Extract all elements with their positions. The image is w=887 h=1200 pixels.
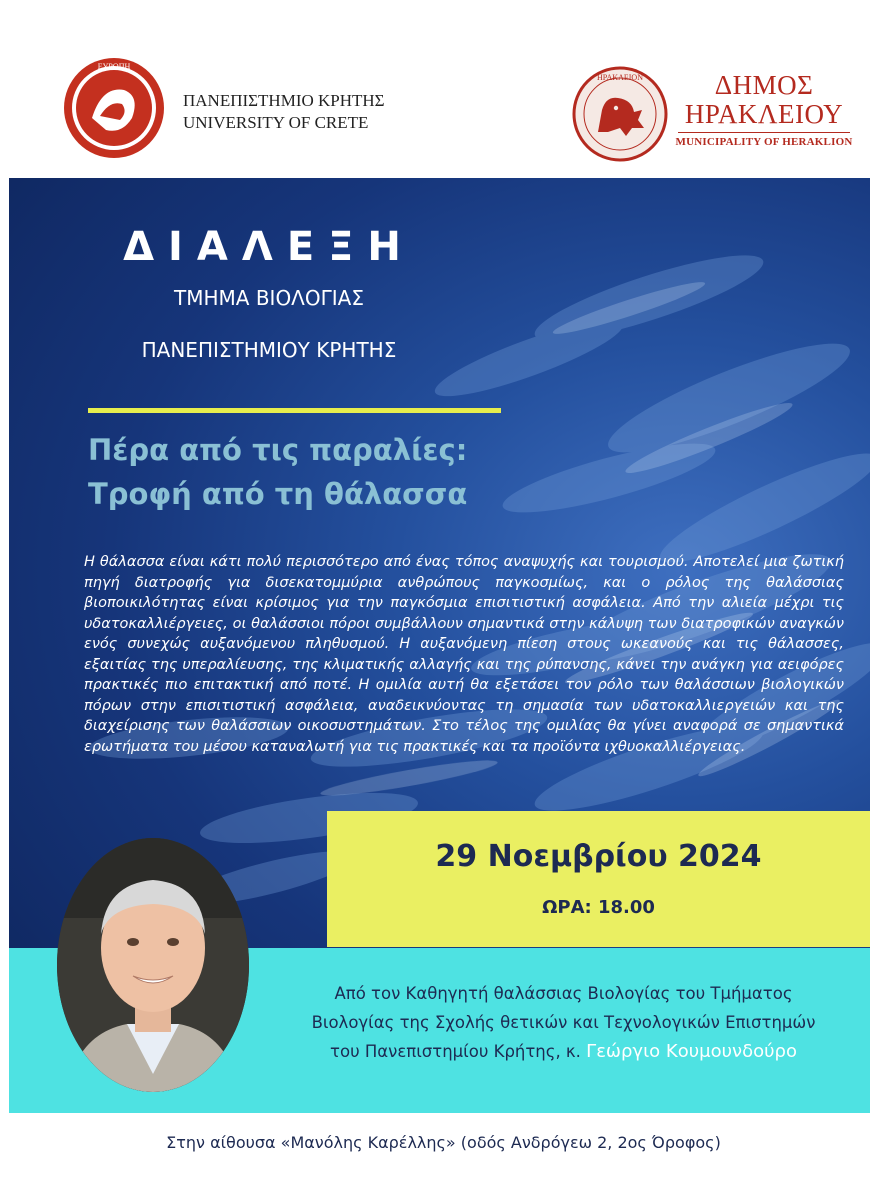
university-name-english: UNIVERSITY OF CRETE [183, 113, 369, 132]
seal-lettering: ΕΥΡΩΠΗ [97, 62, 131, 71]
lecture-description: Η θάλασσα είναι κάτι πολύ περισσότερο από ένας τόπος αναψυχής και τουρισμού. Αποτελεί μια ζωτική πηγή διατροφής για δισεκατομμύρια ανθρώπους παγκοσμίως, και ο ρόλος της θαλάσσιας βιοποικιλότητας είναι κρίσιμος για την παγκόσμια επισιτιστική ασφάλεια. Από την αλιεία μέχρι τις υδατοκαλλιέργειες, οι θαλάσσιοι πόροι συμβάλλουν σημαντικά στην κάλυψη των διατροφικών αναγκών ενός συνεχώς αυξανόμενου πληθυσμού. Η αυξανόμενη πίεση στους ωκεανούς και τις θάλασσες, εξαιτίας της υπεραλίευσης, της κλιματικής αλλαγής και της ρύπανσης, κάνει την ανάγκη για αειφόρες πρακτικές πιο επιτακτική από ποτέ. Η ομιλία αυτή θα εξετάσει τον ρόλο των θαλάσσιων βιολογικών πόρων στην επισιτιστική ασφάλεια, αναδεικνύοντας τη σημασία των υδατοκαλλιεργειών και της διαχείρισης των θαλάσσιων οικοσυστημάτων. Στο τέλος της ομιλίας θα γίνει αναφορά σε σημαντικά ερωτήματα του μέσου καταναλωτή για τις πρακτικές και τα προϊόντα ιχθυοκαλλιέργειας. [84, 554, 844, 755]
university-name [183, 90, 385, 134]
municipality-line2: ΗΡΑΚΛΕΙΟΥ [684, 99, 844, 129]
department-line1: ΤΜΗΜΑ ΒΙΟΛΟΓΙΑΣ [174, 286, 364, 310]
speaker-line1: Από τον Καθηγητή θαλάσσιας Βιολογίας του Τμήματος [334, 984, 793, 1003]
speaker-line3-prefix: του Πανεπιστημίου Κρήτης, κ. [330, 1042, 581, 1061]
speaker-name: Γεώργιο Κουμουνδούρο [586, 1041, 797, 1062]
lecture-title-line1: Πέρα από τις παραλίες: [88, 433, 468, 467]
municipality-line1: ΔΗΜΟΣ [714, 70, 814, 100]
department-line2: ΠΑΝΕΠΙΣΤΗΜΙΟΥ ΚΡΗΤΗΣ [141, 338, 397, 362]
municipality-name [672, 72, 856, 149]
event-date: 29 Νοεμβρίου 2024 [435, 839, 762, 874]
poster-header [0, 0, 887, 175]
seal-lettering: ΗΡΑΚΛΕΙΟΝ [597, 73, 643, 82]
heraklion-lion-seal-icon [572, 66, 668, 162]
speaker-line2: Βιολογίας της Σχολής θετικών και Τεχνολογικών Επιστημών [311, 1013, 816, 1032]
date-box [327, 811, 870, 947]
municipality-english: MUNICIPALITY OF HERAKLION [675, 136, 853, 148]
speaker-line3 [281, 1037, 846, 1066]
event-time: ΩΡΑ: 18.00 [542, 897, 655, 918]
venue-line: Στην αίθουσα «Μανόλης Καρέλλης» (οδός Ανδρόγεω 2, 2ος Όροφος) [166, 1133, 721, 1152]
university-name-greek: ΠΑΝΕΠΙΣΤΗΜΙΟ ΚΡΗΤΗΣ [183, 91, 385, 110]
municipality-divider [678, 132, 850, 133]
title-accent-bar [88, 408, 501, 413]
lecture-title-line2: Τροφή από τη θάλασσα [88, 477, 468, 511]
speaker-info [281, 979, 846, 1066]
speaker-photo [57, 838, 249, 1092]
event-type-heading: ΔΙΑΛΕΞΗ [123, 224, 415, 270]
speaker-portrait [57, 838, 249, 1092]
university-of-crete-seal-icon [62, 56, 166, 160]
